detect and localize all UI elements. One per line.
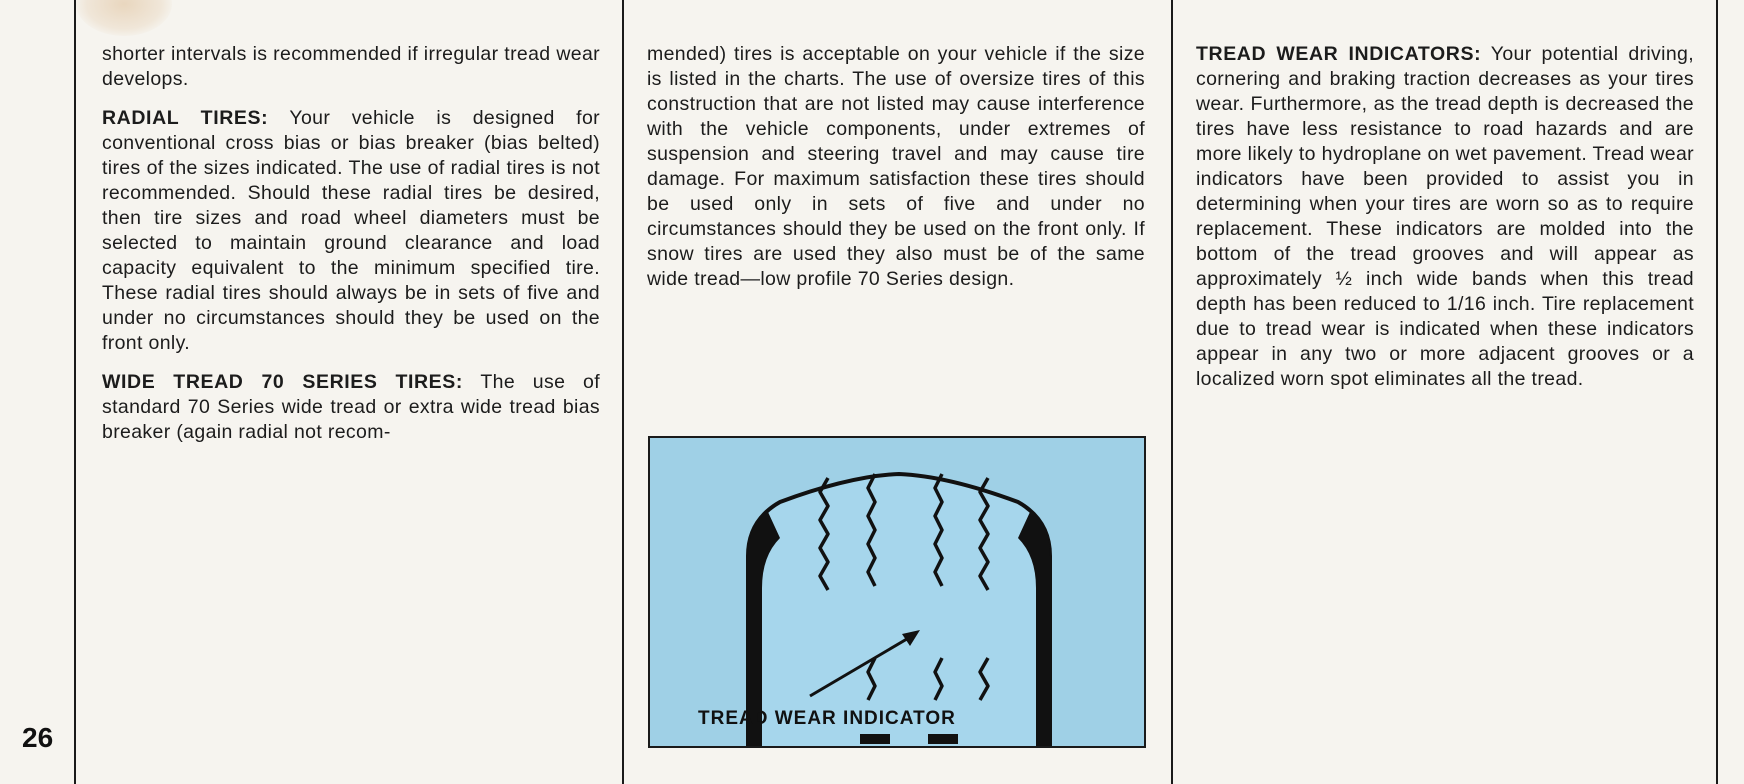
tire-outline (748, 474, 1050, 748)
tread-wear-indicator-label: TREAD WEAR INDICATOR (698, 708, 956, 729)
text-column-3 (1196, 42, 1694, 406)
tread-wear-indicator-figure (648, 436, 1146, 748)
column-rule-left (74, 0, 76, 784)
paragraph-irregular-wear: shorter intervals is recommended if irregular tread wear develops. (102, 43, 600, 90)
wear-indicator-band-1 (860, 734, 890, 744)
heading-tread-wear-indicators: TREAD WEAR INDICATORS: (1196, 43, 1482, 65)
page-number: 26 (22, 722, 54, 753)
text-column-2 (647, 42, 1145, 306)
wear-indicator-band-2 (928, 734, 958, 744)
paragraph-oversize-tires: mended) tires is acceptable on your vehicle if the size is listed in the charts. The use of oversize tires of this construction that are not listed may cause interference with the vehicle components, under extremes of suspension and steering travel and may cause tire damage. For maximum satisfaction these tires should be used only in sets of five and under no circumstances should they be used on the front only. If snow tires are used they also must be of the same wide tread—low profile 70 Series design. (647, 43, 1145, 290)
paragraph-wide-tread (102, 370, 600, 445)
heading-wide-tread-70-series: WIDE TREAD 70 SERIES TIRES: (102, 371, 463, 393)
heading-radial-tires: RADIAL TIRES: (102, 107, 269, 129)
paper-stain (76, 0, 172, 36)
tire-illustration (650, 438, 1146, 748)
tread-wear-indicators-body: Your potential driving, cornering and braking traction decreases as your tires wear. Furthermore, as the tread depth is decreased the tires have less resistance to road hazards and are more likely to hydroplane on wet pavement. Tread wear indicators have been provided to assist you in determining when your tires are worn so as to require replacement. These indicators are molded into the bottom of the tread grooves and will appear as approximately ½ inch wide bands when this tread depth has been reduced to 1/16 inch. Tire replacement due to tread wear is indicated when these indicators appear in any two or more adjacent grooves or a localized worn spot eliminates all the tread. (1196, 43, 1694, 390)
paragraph-tread-wear-indicators (1196, 42, 1694, 392)
column-rule-middle-right (1171, 0, 1173, 784)
column-rule-right (1716, 0, 1718, 784)
paragraph-radial-tires (102, 106, 600, 356)
text-column-1 (102, 42, 600, 459)
column-rule-middle-left (622, 0, 624, 784)
wide-tread-body: The use of standard 70 Series wide tread or extra wide tread bias breaker (again radial not recom- (102, 371, 600, 443)
radial-tires-body: Your vehicle is designed for conventional cross bias or bias breaker (bias belted) tires of the sizes indicated. The use of radial tires is not recommended. Should these radial tires be desired, then tire sizes and road wheel diameters must be selected to maintain ground clearance and load capacity equivalent to the minimum specified tire. These radial tires should always be in sets of five and under no circumstances should they be used on the front only. (102, 107, 600, 354)
